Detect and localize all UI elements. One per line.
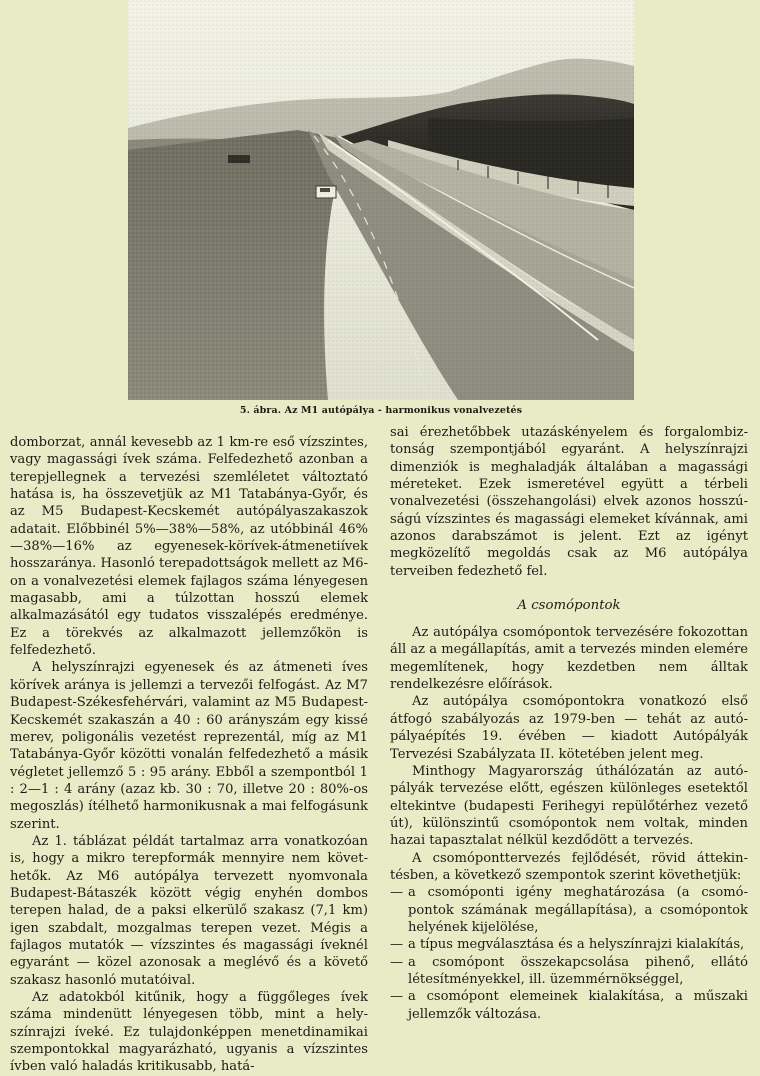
figure-caption: 5. ábra. Az M1 autópálya - harmonikus vonalvezetés xyxy=(239,405,523,416)
right-column xyxy=(390,424,748,1023)
paragraph: Az 1. táblázat példát tartalmaz arra vonatkozóan is, hogy a mikro terepformák mennyire nem követhetők. Az M6 autópálya tervezett nyomvonala Budapest-Bátaszék között végig enyhén dombos terepen halad, de a paksi elkerülő szakasz (7,1 km) igen szabdalt, mozgalmas terepen vezet. Mégis a fajlagos mutatók — vízszintes és magassági íveknél egyaránt — közel azonosak a meglévő és a követő szakasz hasonló mutatóival. xyxy=(10,833,368,988)
list-item: — a típus megválasztása és a helyszínrajzi kialakítás, xyxy=(390,936,748,953)
list-item: — a csomóponti igény meghatározása (a csomópontok számának megállapítása), a csomópontok helyének kijelölése, xyxy=(390,884,748,936)
paragraph: Minthogy Magyarország úthálózatán az autópályák tervezése előtt, egészen különleges esetektől eltekintve (budapesti Ferihegyi repülőtérhez vezető út), különszintű csomópontok nem voltak, minden hazai tapasztalat nélkül kezdődött a tervezés. xyxy=(390,763,748,849)
left-column xyxy=(10,434,368,1076)
aspects-list xyxy=(390,884,748,1023)
motorway-photo-image xyxy=(128,0,634,400)
list-item: — a csomópont összekapcsolása pihenő, ellátó létesítményekkel, ill. üzemmérnökséggel, xyxy=(390,954,748,989)
list-item: — a csomópont elemeinek kialakítása, a műszaki jellemzők változása. xyxy=(390,988,748,1023)
paragraph: domborzat, annál kevesebb az 1 km-re eső vízszintes, vagy magassági ívek száma. Felfedezhető azonban a terepjellegnek a tervezési szemléletet változtató hatása is, ha összevetjük az M1 Tatabánya-Győr, és az M5 Budapest-Kecskemét autópályaszakaszok adatait. Előbbinél 5%—38%—58%, az utóbbinál 46%—38%—16% az egyenesek-körívek-átmenetiívek hosszaránya. Hasonló terepadottságok mellett az M6-on a vonalvezetési elemek fajlagos száma lényegesen magasabb, ami a túlzottan hosszú elemek alkalmazásától egy tudatos visszalépés eredménye. Ez a törekvés az alkalmazott jellemzőkön is felfedezhető. xyxy=(10,435,368,659)
paragraph: A helyszínrajzi egyenesek és az átmeneti íves körívek aránya is jellemzi a tervezői felfogást. Az M7 Budapest-Székesfehérvári, valamint az M5 Budapest-Kecskemét szakaszán a 40 : 60 arányszám egy kissé merev, poligonális vezetést reprezentál, míg az M1 Tatabánya-Győr közötti vonalán felfedezhető a másik végletet jellemző 5 : 95 arány. Ebből a szempontból 1 : 2—1 : 4 arány (azaz kb. 30 : 70, illetve 20 : 80%-os megoszlás) ítélhető harmonikusnak a mai felfogásunk szerint. xyxy=(10,660,368,832)
paragraph: A csomóponttervezés fejlődését, rövid áttekintésben, a következő szempontok szerint követhetjük: xyxy=(390,850,748,883)
motorway-photo xyxy=(128,0,634,400)
paragraph: sai érezhetőbbek utazáskényelem és forgalombiztonság szempontjából egyaránt. A helyszínrajzi dimenziók is meghaladják általában a magassági méreteket. Ezek ismeretével együtt a térbeli vonalvezetési (összehangolási) elvek azonos hosszúságú vízszintes és magassági elemeket kívánnak, ami azonos darabszámot is jelent. Ezt az igényt megközelítő megoldás csak az M6 autópálya terveiben fedezhető fel. xyxy=(390,425,748,579)
paragraph: Az autópálya csomópontokra vonatkozó első átfogó szabályozás az 1979-ben — tehát az autópályaépítés 19. évében — kiadott Autópályák Tervezési Szabályzata II. kötetében jelent meg. xyxy=(390,694,748,762)
paragraph: Az adatokból kitűnik, hogy a függőleges ívek száma mindenütt lényegesen több, mint a helyszínrajzi íveké. Ez tulajdonképpen menetdinamikai szempontokkal magyarázható, ugyanis a vízszintes ívben való haladás kritikusabb, hatá- xyxy=(10,990,368,1075)
paragraph: Az autópálya csomópontok tervezésére fokozottan áll az a megállapítás, amit a tervezés minden elemére megemlítenek, hogy kezdetben nem álltak rendelkezésre előírások. xyxy=(390,625,748,693)
section-title: A csomópontok xyxy=(517,598,621,614)
